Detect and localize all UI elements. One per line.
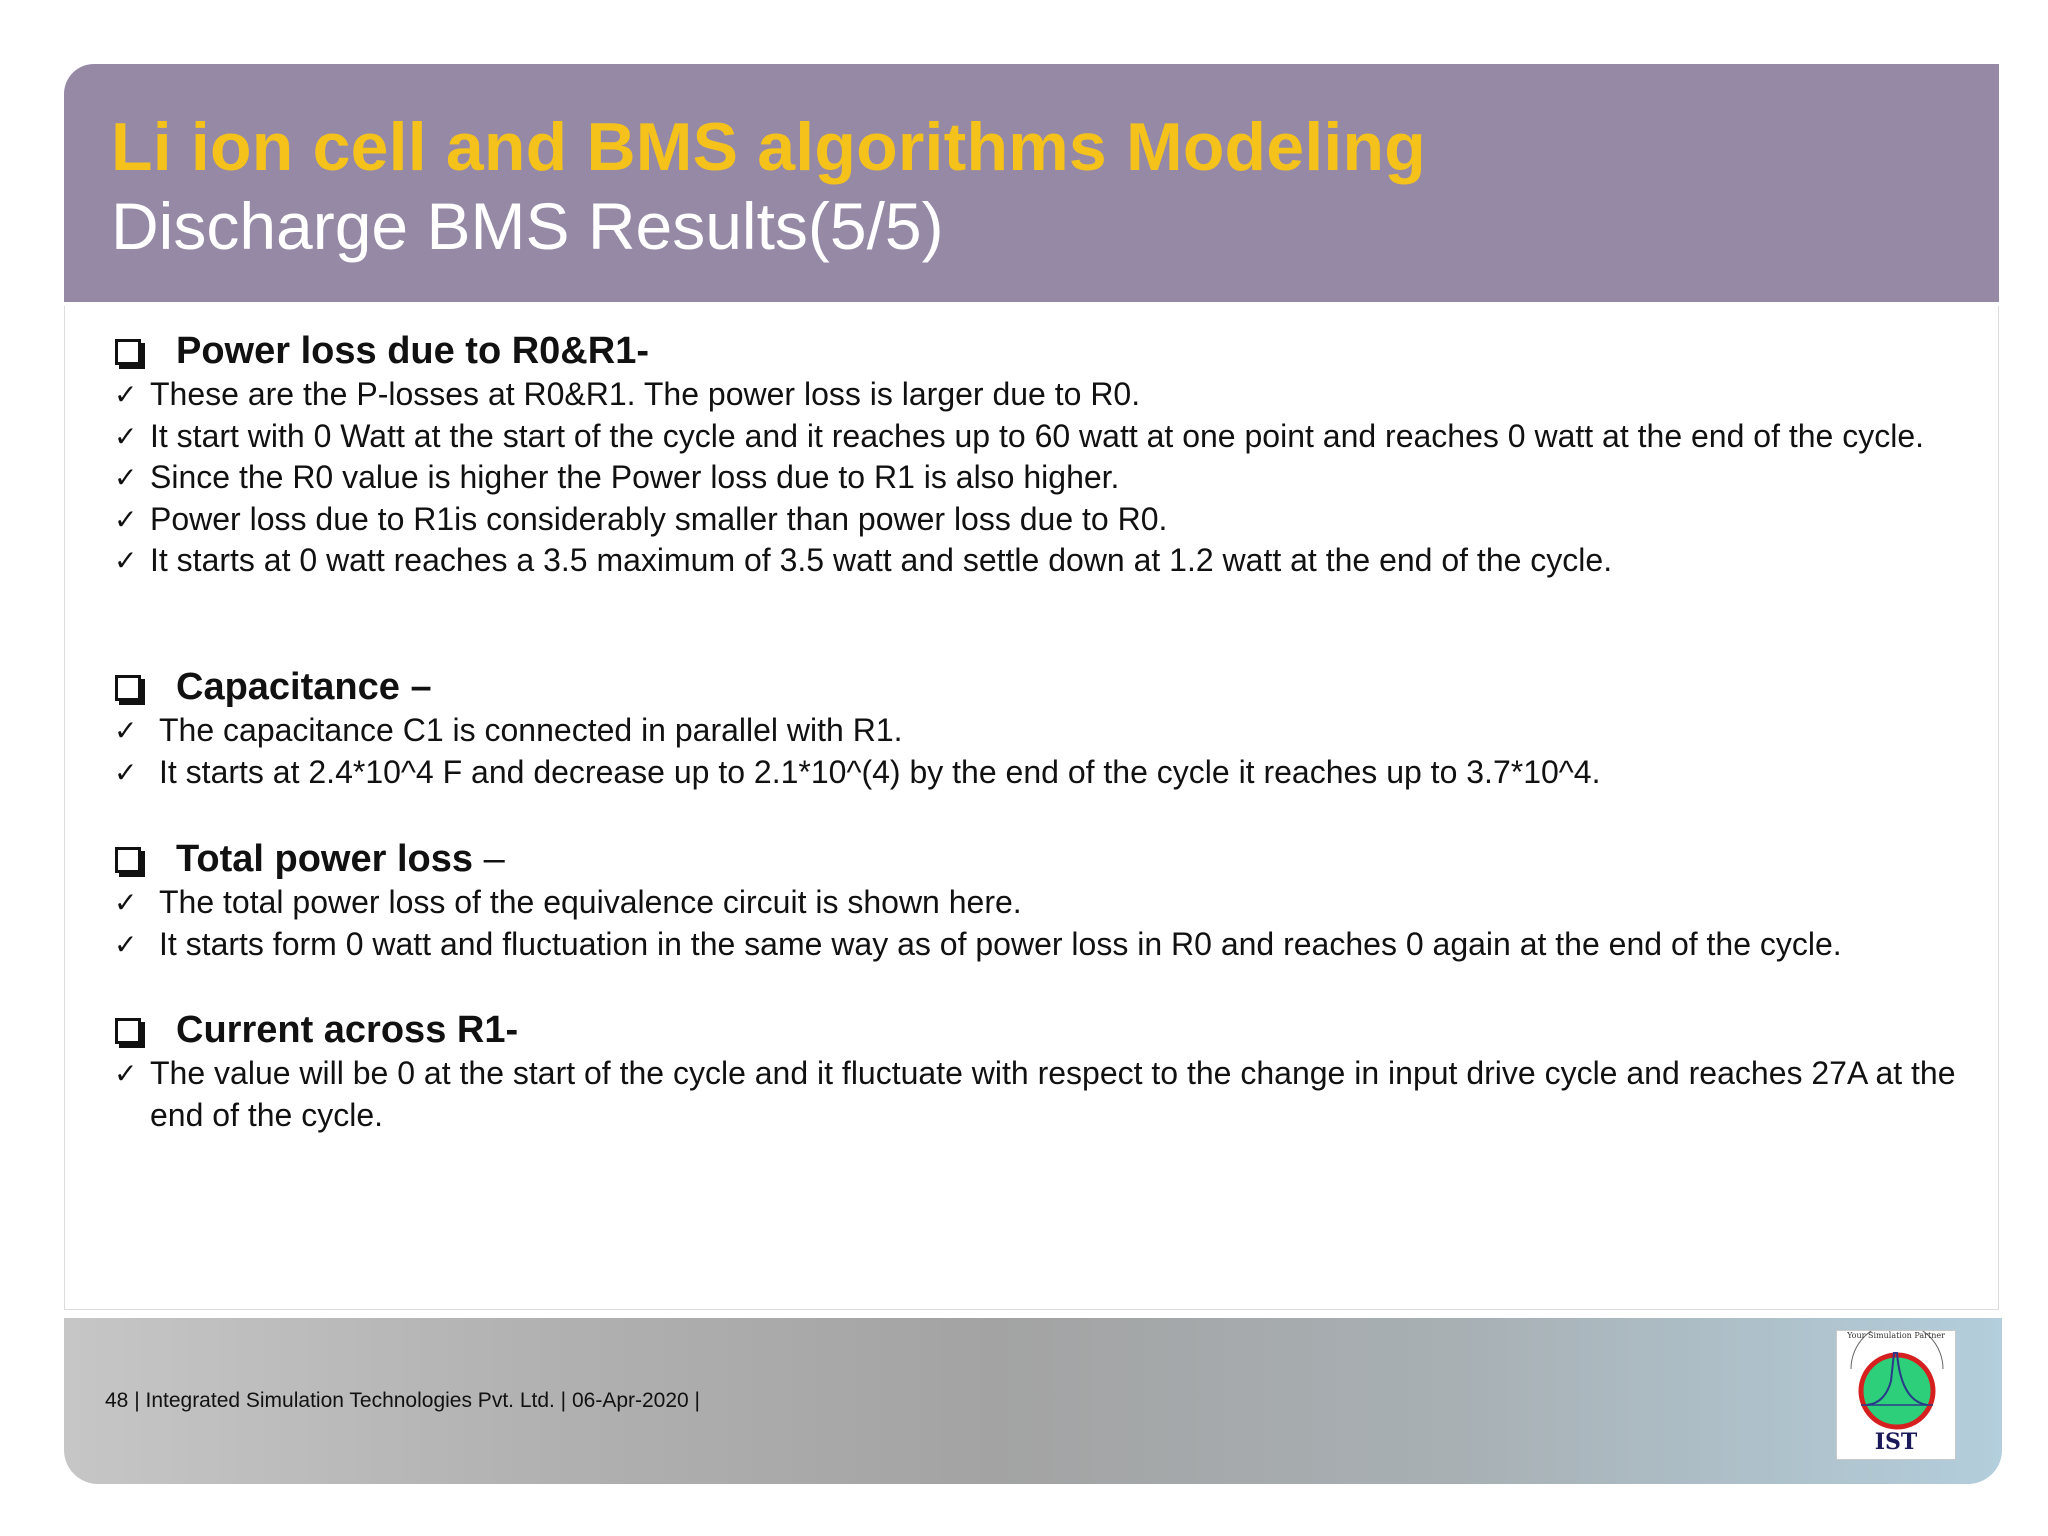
checkmark-icon: ✓	[114, 886, 138, 919]
list-item-text: These are the P-losses at R0&R1. The power loss is larger due to R0.	[150, 376, 1141, 412]
list-item-text: The value will be 0 at the start of the cycle and it fluctuate with respect to the change in input drive cycle and reaches 27A at the end of the cycle.	[150, 1055, 1956, 1133]
list-item-text: It starts at 0 watt reaches a 3.5 maximum of 3.5 watt and settle down at 1.2 watt at the end of the cycle.	[150, 542, 1613, 578]
section-heading	[112, 838, 1992, 882]
checkbox-square-icon	[115, 675, 141, 701]
slide-title: Li ion cell and BMS algorithms Modeling	[111, 109, 1426, 185]
section-heading-text: Power loss due to R0&R1-	[176, 330, 649, 372]
checkmark-icon: ✓	[114, 378, 138, 411]
ist-logo	[1836, 1330, 1956, 1460]
logo-tagline: Your Simulation Partner	[1847, 1331, 1945, 1340]
checkbox-square-icon	[115, 1018, 141, 1044]
checkbox-square-icon	[115, 847, 141, 873]
section-capacitance	[112, 666, 1992, 793]
checkmark-icon: ✓	[114, 544, 138, 577]
checkmark-icon: ✓	[114, 502, 138, 536]
list-item	[112, 374, 2002, 416]
list-item-text: The total power loss of the equivalence circuit is shown here.	[159, 884, 1022, 920]
slide-subtitle: Discharge BMS Results(5/5)	[111, 189, 944, 263]
list-item	[112, 924, 1992, 966]
footer-text: 48 | Integrated Simulation Technologies Pvt. Ltd. | 06-Apr-2020 |	[105, 1389, 701, 1412]
list-item-text: Power loss due to R1is considerably smaller than power loss due to R0.	[150, 500, 1168, 537]
section-heading	[112, 1009, 1997, 1053]
slide-footer	[64, 1318, 2002, 1484]
list-item	[112, 1053, 1997, 1136]
checkbox-square-icon	[115, 339, 141, 365]
list-item-text: It start with 0 Watt at the start of the cycle and it reaches up to 60 watt at one point and reaches 0 watt at the end of the cycle.	[150, 417, 1925, 454]
checkmark-icon: ✓	[114, 927, 138, 961]
list-item-text: It starts form 0 watt and fluctuation in the same way as of power loss in R0 and reaches 0 again at the end of the cycle.	[159, 925, 1842, 962]
list-item	[112, 882, 1992, 924]
logo-label: IST	[1874, 1429, 1918, 1455]
list-item	[112, 457, 2002, 499]
section-heading-text: Capacitance –	[176, 666, 432, 708]
checkmark-icon: ✓	[114, 755, 138, 789]
list-item-text: It starts at 2.4*10^4 F and decrease up to 2.1*10^(4) by the end of the cycle it reaches up to 3.7*10^4.	[159, 753, 1601, 790]
checkmark-icon: ✓	[114, 419, 138, 453]
list-item	[112, 499, 2002, 541]
list-item	[112, 540, 2002, 582]
list-item	[112, 416, 2002, 458]
content-panel	[64, 306, 1999, 1310]
list-item-text: Since the R0 value is higher the Power loss due to R1 is also higher.	[150, 459, 1120, 495]
list-item	[112, 752, 1992, 794]
list-item	[112, 710, 1992, 752]
checkmark-icon: ✓	[114, 461, 138, 494]
checkmark-icon: ✓	[114, 714, 138, 747]
list-item-text: The capacitance C1 is connected in parallel with R1.	[159, 712, 903, 748]
checkmark-icon: ✓	[114, 1057, 138, 1090]
slide-header	[64, 64, 1999, 302]
section-heading-text: Total power loss –	[176, 838, 505, 880]
section-heading	[112, 666, 1992, 710]
section-heading	[112, 330, 2002, 374]
section-power-loss	[112, 330, 2002, 582]
section-total-power-loss	[112, 838, 1992, 965]
section-current-r1	[112, 1009, 1997, 1136]
section-heading-text: Current across R1-	[176, 1009, 519, 1051]
